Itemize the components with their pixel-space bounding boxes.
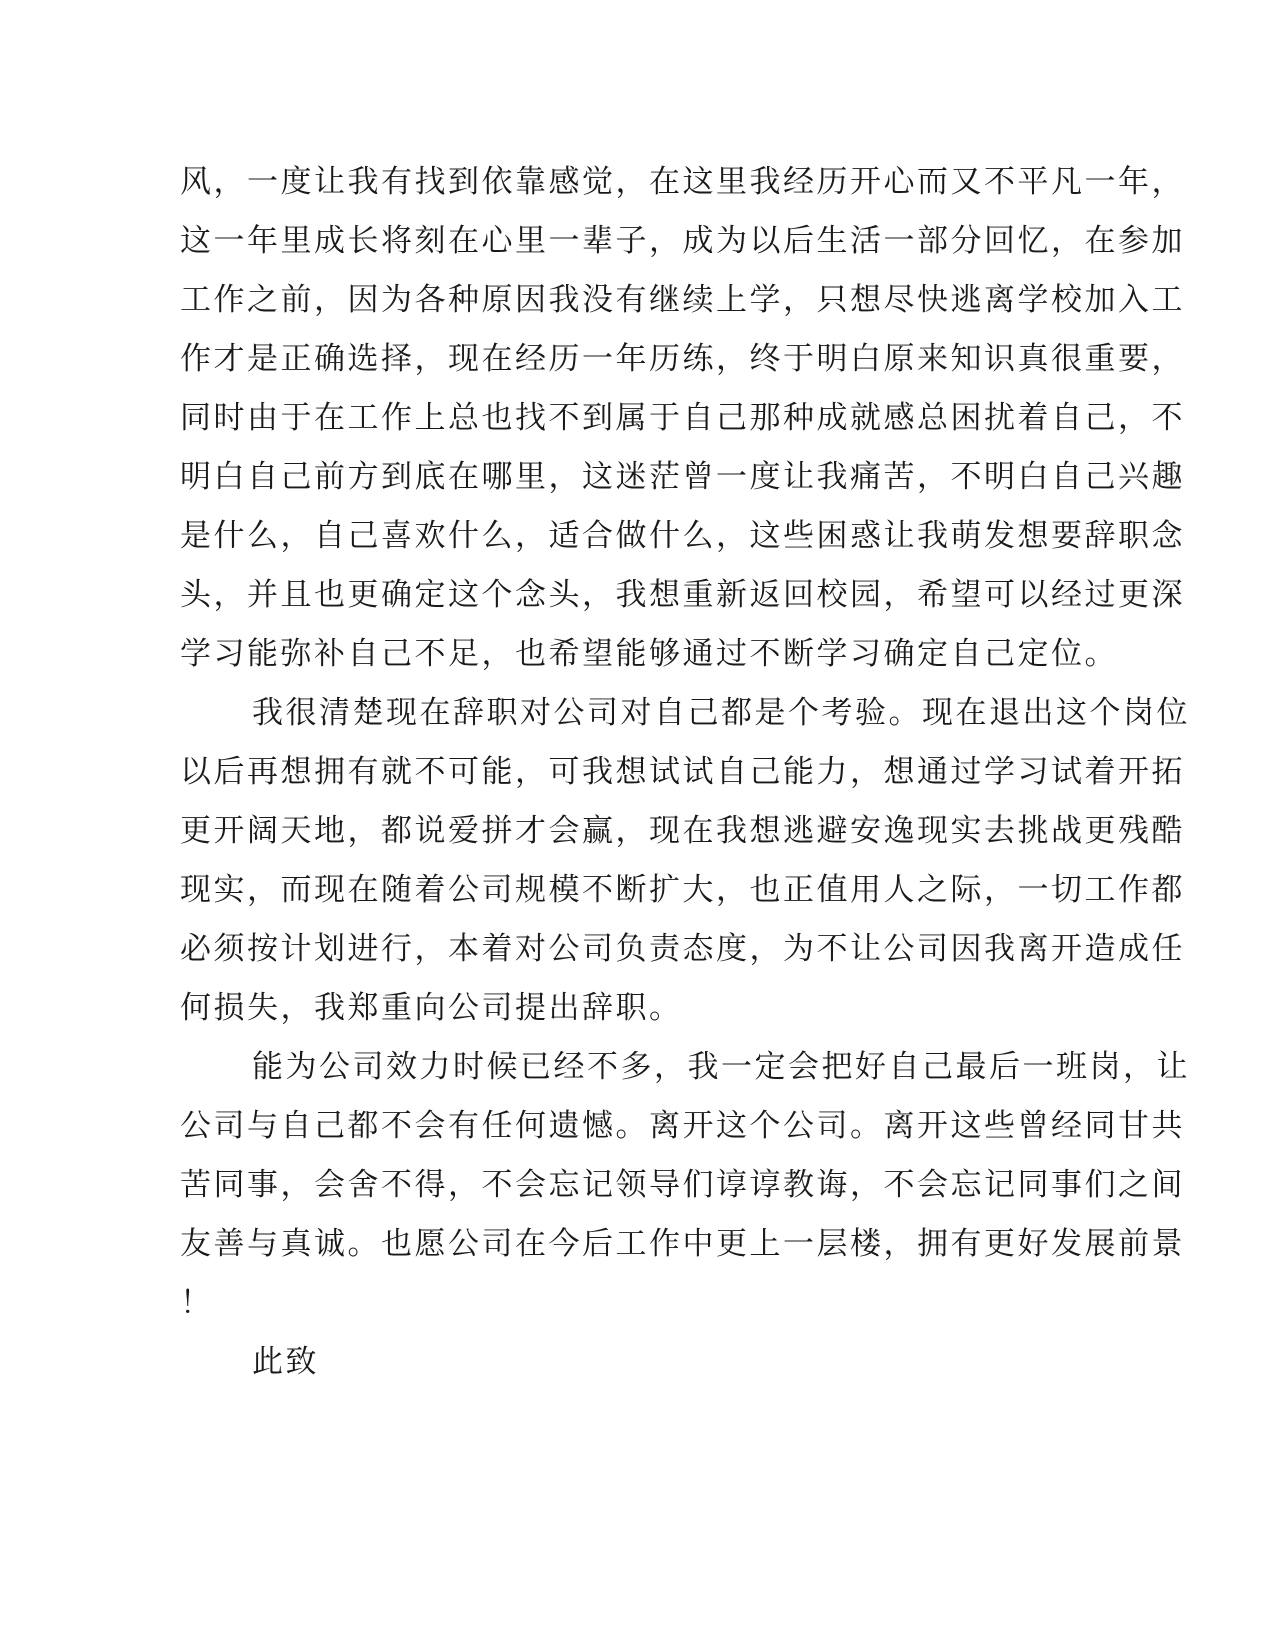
paragraph-start-line: 我很清楚现在辞职对公司对自己都是个考验。现在退出这个岗位 xyxy=(252,695,1190,731)
text-line: 何损失，我郑重向公司提出辞职。 xyxy=(180,990,683,1026)
text-line: 是什么，自己喜欢什么，适合做什么，这些困惑让我萌发想要辞职念 xyxy=(180,518,1185,554)
text-line: 苦同事，会舍不得，不会忘记领导们谆谆教诲，不会忘记同事们之间 xyxy=(180,1167,1185,1203)
text-line: 风，一度让我有找到依靠感觉，在这里我经历开心而又不平凡一年， xyxy=(180,164,1185,200)
text-line: 学习能弥补自己不足，也希望能够通过不断学习确定自己定位。 xyxy=(180,636,1118,672)
text-line: 现实，而现在随着公司规模不断扩大，也正值用人之际，一切工作都 xyxy=(180,872,1185,908)
text-line: 公司与自己都不会有任何遗憾。离开这个公司。离开这些曾经同甘共 xyxy=(180,1108,1185,1144)
text-line: 以后再想拥有就不可能，可我想试试自己能力，想通过学习试着开拓 xyxy=(180,754,1185,790)
text-line: 更开阔天地，都说爱拼才会赢，现在我想逃避安逸现实去挑战更残酷 xyxy=(180,813,1185,849)
text-line: 明白自己前方到底在哪里，这迷茫曾一度让我痛苦，不明白自己兴趣 xyxy=(180,459,1185,495)
text-line: 同时由于在工作上总也找不到属于自己那种成就感总困扰着自己，不 xyxy=(180,400,1185,436)
text-line: 必须按计划进行，本着对公司负责态度，为不让公司因我离开造成任 xyxy=(180,931,1185,967)
text-line: ！ xyxy=(180,1285,214,1321)
text-line: 工作之前，因为各种原因我没有继续上学，只想尽快逃离学校加入工 xyxy=(180,282,1185,318)
paragraph-start-line: 能为公司效力时候已经不多，我一定会把好自己最后一班岗，让 xyxy=(252,1049,1190,1085)
text-line: 友善与真诚。也愿公司在今后工作中更上一层楼，拥有更好发展前景 xyxy=(180,1226,1185,1262)
text-line: 头，并且也更确定这个念头，我想重新返回校园，希望可以经过更深 xyxy=(180,577,1185,613)
text-line: 这一年里成长将刻在心里一辈子，成为以后生活一部分回忆，在参加 xyxy=(180,223,1185,259)
closing-salutation: 此致 xyxy=(252,1344,319,1380)
text-line: 作才是正确选择，现在经历一年历练，终于明白原来知识真很重要， xyxy=(180,341,1185,377)
